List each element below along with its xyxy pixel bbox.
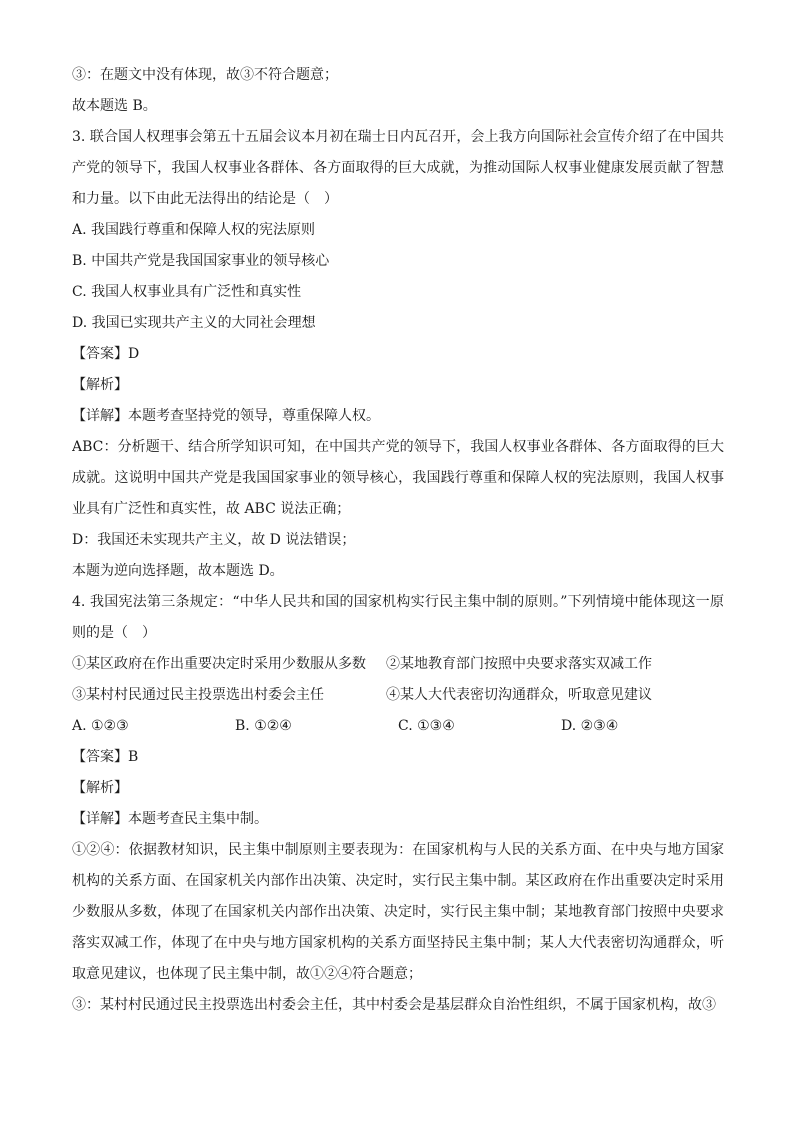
document-page <box>72 60 724 1021</box>
question-4-option-a: A. ①②③ <box>72 718 129 734</box>
question-3-analysis-heading: 【解析】 <box>72 377 128 393</box>
question-4-3-explanation: ③：某村村民通过民主投票选出村委会主任，其中村委会是基层群众自治性组织，不属于国家机构，故③ <box>72 997 716 1013</box>
question-4-detail: 【详解】本题考查民主集中制。 <box>72 811 268 827</box>
question-3-d-explanation: D：我国还未实现共产主义，故 D 说法错误； <box>72 532 356 548</box>
question-3-option-a: A. 我国践行尊重和保障人权的宪法原则 <box>72 222 316 238</box>
question-4-option-b: B. ①②④ <box>235 718 292 734</box>
question-4-statement-3: ③某村村民通过民主投票选出村委会主任 <box>72 687 324 703</box>
text-line: 故本题选 B。 <box>72 98 157 114</box>
question-4-statement-1: ①某区政府在作出重要决定时采用少数服从多数 <box>72 656 366 672</box>
question-4-answer: 【答案】B <box>72 749 139 765</box>
question-4-analysis-heading: 【解析】 <box>72 780 128 796</box>
question-3-detail: 【详解】本题考查坚持党的领导，尊重保障人权。 <box>72 408 380 424</box>
question-4-statement-4: ④某人大代表密切沟通群众，听取意见建议 <box>386 687 652 703</box>
question-4-option-c: C. ①③④ <box>398 718 455 734</box>
question-3-answer: 【答案】D <box>72 346 140 362</box>
question-4-statements-row-2 <box>72 680 724 711</box>
question-3-option-d: D. 我国已实现共产主义的大同社会理想 <box>72 315 316 331</box>
question-3-option-c: C. 我国人权事业具有广泛性和真实性 <box>72 284 302 300</box>
question-3-option-b: B. 中国共产党是我国国家事业的领导核心 <box>72 253 330 269</box>
question-4-124-explanation: ①②④：依据教材知识，民主集中制原则主要表现为：在国家机构与人民的关系方面、在中央与地方国家机构的关系方面、在国家机关内部作出决策、决定时，实行民主集中制。某区政府在作出重要决定时采用少数服从多数，体现了在国家机关内部作出决策、决定时，实行民主集中制；某地教育部门按照中央要求落实双减工作，体现了在中央与地方国家机构的关系方面坚持民主集中制；某人大代表密切沟通群众，听取意见建议，也体现了民主集中制，故①②④符合题意； <box>72 842 724 982</box>
question-4-statements-row-1 <box>72 649 724 680</box>
question-4-stem: 4. 我国宪法第三条规定：“中华人民共和国的国家机构实行民主集中制的原则。”下列情境中能体现这一原则的是（ ） <box>72 594 724 641</box>
question-3-conclusion: 本题为逆向选择题，故本题选 D。 <box>72 563 284 579</box>
question-4-statement-2: ②某地教育部门按照中央要求落实双减工作 <box>386 656 652 672</box>
question-3-stem: 3. 联合国人权理事会第五十五届会议本月初在瑞士日内瓦召开，会上我方向国际社会宣传介绍了在中国共产党的领导下，我国人权事业各群体、各方面取得的巨大成就，为推动国际人权事业健康发展贡献了智慧和力量。以下由此无法得出的结论是（ ） <box>72 129 724 207</box>
question-4-option-d: D. ②③④ <box>561 718 619 734</box>
question-4-choices-row <box>72 711 724 742</box>
text-line: ③：在题文中没有体现，故③不符合题意； <box>72 67 338 83</box>
question-3-abc-explanation: ABC：分析题干、结合所学知识可知，在中国共产党的领导下，我国人权事业各群体、各方面取得的巨大成就。这说明中国共产党是我国国家事业的领导核心，我国践行尊重和保障人权的宪法原则，我国人权事业具有广泛性和真实性，故 ABC 说法正确； <box>72 439 724 517</box>
